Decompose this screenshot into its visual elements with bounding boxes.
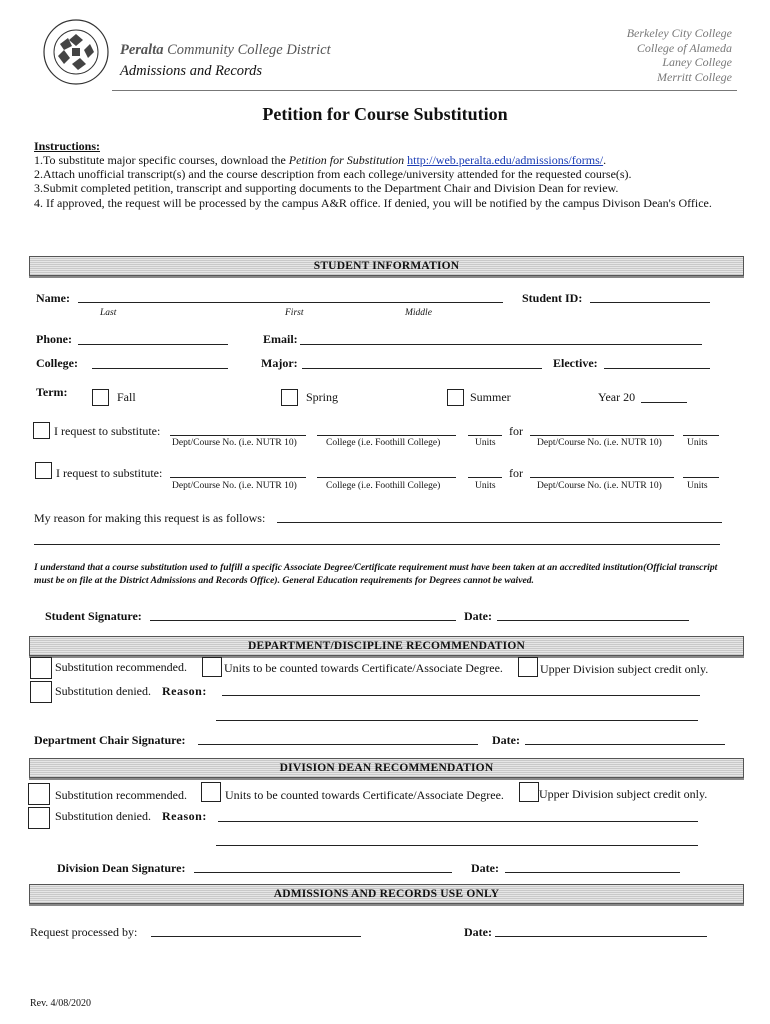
- student-date-field[interactable]: [497, 620, 689, 621]
- units-field-2[interactable]: [468, 477, 502, 478]
- processed-by-label: Request processed by:: [30, 925, 138, 939]
- spring-checkbox[interactable]: [281, 389, 298, 406]
- fall-label: Fall: [117, 390, 136, 404]
- phone-label: Phone:: [36, 332, 72, 346]
- col-course-label: Dept/Course No. (i.e. NUTR 10): [172, 481, 297, 491]
- instruction-after: .: [603, 153, 607, 167]
- district-seal: [42, 18, 110, 86]
- dean-reason-field-1[interactable]: [218, 821, 698, 822]
- instruction-text: Submit completed petition, transcript and supporting documents to the Department Chair and Division Dean for review.: [43, 181, 619, 195]
- processed-by-field[interactable]: [151, 936, 361, 937]
- substitute-label-1: I request to substitute:: [54, 424, 161, 438]
- substitute-label-2: I request to substitute:: [56, 466, 163, 480]
- dean-signature-label: Division Dean Signature:: [57, 861, 186, 875]
- reason-field-1[interactable]: [277, 522, 722, 523]
- college-field-2[interactable]: [317, 477, 456, 478]
- col-units-label: Units: [475, 481, 496, 491]
- reason-field-2[interactable]: [34, 544, 720, 545]
- dean-upper-div-label: Upper Division subject credit only.: [539, 787, 708, 801]
- target-units-field-2[interactable]: [683, 477, 719, 478]
- district-name-bold: Peralta: [120, 42, 164, 58]
- instruction-num: 1.: [34, 153, 43, 167]
- district-name: [120, 42, 331, 59]
- col-units-label: Units: [687, 481, 708, 491]
- elective-field[interactable]: [604, 368, 710, 369]
- dept-date-label: Date:: [492, 733, 520, 747]
- summer-label: Summer: [470, 390, 511, 404]
- major-label: Major:: [261, 356, 298, 370]
- forms-link[interactable]: http://web.peralta.edu/admissions/forms/: [407, 153, 604, 167]
- dean-recommended-checkbox[interactable]: [28, 783, 50, 805]
- college-item: Merritt College: [657, 69, 732, 84]
- target-units-field-1[interactable]: [683, 435, 719, 436]
- dean-denied-label: Substitution denied.: [55, 809, 151, 823]
- student-date-label: Date:: [464, 609, 492, 623]
- ar-header: ADMISSIONS AND RECORDS USE ONLY: [29, 884, 744, 904]
- dept-units-checkbox[interactable]: [202, 657, 222, 677]
- col-units-label: Units: [687, 438, 708, 448]
- college-list: [627, 26, 732, 84]
- dept-units-label: Units to be counted towards Certificate/Associate Degree.: [224, 661, 503, 675]
- dept-reason-label: Reason:: [162, 684, 207, 698]
- instruction-text: To substitute major specific courses, download the: [43, 153, 289, 167]
- college-field[interactable]: [92, 368, 228, 369]
- dept-reason-field-2[interactable]: [216, 720, 698, 721]
- dept-chair-signature-label: Department Chair Signature:: [34, 733, 186, 747]
- target-course-field-2[interactable]: [530, 477, 674, 478]
- dean-reason-label: Reason:: [162, 809, 207, 823]
- student-signature-label: Student Signature:: [45, 609, 142, 623]
- course-field-1[interactable]: [170, 435, 306, 436]
- col-college-label: College (i.e. Foothill College): [326, 481, 441, 491]
- fall-checkbox[interactable]: [92, 389, 109, 406]
- instruction-num: 2.: [34, 167, 43, 181]
- department-header: DEPARTMENT/DISCIPLINE RECOMMENDATION: [29, 636, 744, 656]
- dean-signature-field[interactable]: [194, 872, 452, 873]
- college-field-1[interactable]: [317, 435, 456, 436]
- college-item: Berkeley City College: [626, 26, 732, 40]
- revision-text: Rev. 4/08/2020: [30, 998, 92, 1009]
- instruction-num: 4.: [34, 196, 43, 210]
- page-title: Petition for Course Substitution: [262, 104, 508, 124]
- elective-label: Elective:: [553, 356, 598, 370]
- dean-header: DIVISION DEAN RECOMMENDATION: [29, 758, 744, 778]
- major-field[interactable]: [302, 368, 542, 369]
- col-college-label: College (i.e. Foothill College): [326, 438, 441, 448]
- header-rule: [112, 90, 737, 91]
- dean-units-checkbox[interactable]: [201, 782, 221, 802]
- instruction-num: 3.: [34, 181, 43, 195]
- substitute-checkbox-2[interactable]: [35, 462, 52, 479]
- col-course-label: Dept/Course No. (i.e. NUTR 10): [172, 438, 297, 448]
- dept-denied-checkbox[interactable]: [30, 681, 52, 703]
- student-id-field[interactable]: [590, 302, 710, 303]
- email-label: Email:: [263, 332, 298, 346]
- summer-checkbox[interactable]: [447, 389, 464, 406]
- col-units-label: Units: [475, 438, 496, 448]
- name-sub-last: Last: [100, 308, 117, 318]
- district-name-rest: Community College District: [167, 42, 331, 58]
- dept-recommended-checkbox[interactable]: [30, 657, 52, 679]
- student-signature-field[interactable]: [150, 620, 456, 621]
- dean-recommended-label: Substitution recommended.: [55, 788, 187, 802]
- dean-date-field[interactable]: [505, 872, 680, 873]
- term-label: Term:: [36, 385, 68, 399]
- instruction-item-4: [34, 196, 764, 211]
- department-name: Admissions and Records: [120, 63, 263, 79]
- instruction-text: Attach unofficial transcript(s) and the course description from each college/university attended for the requested course(s).: [43, 167, 632, 181]
- dept-upper-div-checkbox[interactable]: [518, 657, 538, 677]
- year-field[interactable]: [641, 402, 687, 403]
- dept-recommended-label: Substitution recommended.: [55, 660, 187, 674]
- instructions-heading: Instructions:: [34, 139, 101, 153]
- dept-upper-div-label: Upper Division subject credit only.: [540, 662, 709, 676]
- college-item: Laney College: [662, 55, 732, 69]
- col-course-label: Dept/Course No. (i.e. NUTR 10): [537, 438, 662, 448]
- instruction-item-1: [34, 153, 754, 168]
- ar-date-field[interactable]: [495, 936, 707, 937]
- student-id-label: Student ID:: [522, 291, 583, 305]
- col-course-label: Dept/Course No. (i.e. NUTR 10): [537, 481, 662, 491]
- name-label: Name:: [36, 291, 70, 305]
- year-label: Year 20: [598, 390, 636, 404]
- dean-reason-field-2[interactable]: [216, 845, 698, 846]
- college-label: College:: [36, 356, 78, 370]
- course-field-2[interactable]: [170, 477, 306, 478]
- dept-chair-signature-field[interactable]: [198, 744, 478, 745]
- phone-field[interactable]: [78, 344, 228, 345]
- spring-label: Spring: [306, 390, 339, 404]
- name-sub-middle: Middle: [405, 308, 432, 318]
- dean-units-label: Units to be counted towards Certificate/Associate Degree.: [225, 788, 504, 802]
- dean-date-label: Date:: [471, 861, 499, 875]
- dept-reason-field-1[interactable]: [222, 695, 700, 696]
- for-label-1: for: [509, 424, 523, 438]
- substitute-checkbox-1[interactable]: [33, 422, 50, 439]
- instruction-item-2: [34, 167, 754, 182]
- name-field[interactable]: [78, 302, 503, 303]
- name-sub-first: First: [285, 308, 304, 318]
- disclaimer-text: I understand that a course substitution used to fulfill a specific Associate Degree/Certificate requirement must have been taken at an accredited institution(Official transcript must be on file at the District Admissions and Records Office). General Education requirements for Degrees cannot be waived.: [34, 562, 718, 586]
- dean-upper-div-checkbox[interactable]: [519, 782, 539, 802]
- instruction-italic: Petition for Substitution: [288, 153, 405, 167]
- units-field-1[interactable]: [468, 435, 502, 436]
- ar-date-label: Date:: [464, 925, 492, 939]
- instruction-text: If approved, the request will be processed by the campus A&R office. If denied, you will be notified by the campus Divison Dean's Office.: [46, 196, 712, 210]
- student-info-header: STUDENT INFORMATION: [29, 256, 744, 276]
- for-label-2: for: [509, 466, 523, 480]
- dean-denied-checkbox[interactable]: [28, 807, 50, 829]
- college-item: College of Alameda: [636, 40, 732, 55]
- dept-denied-label: Substitution denied.: [55, 684, 151, 698]
- email-field[interactable]: [300, 344, 702, 345]
- dept-date-field[interactable]: [525, 744, 725, 745]
- reason-label: My reason for making this request is as follows:: [34, 511, 266, 525]
- target-course-field-1[interactable]: [530, 435, 674, 436]
- instruction-item-3: [34, 181, 754, 196]
